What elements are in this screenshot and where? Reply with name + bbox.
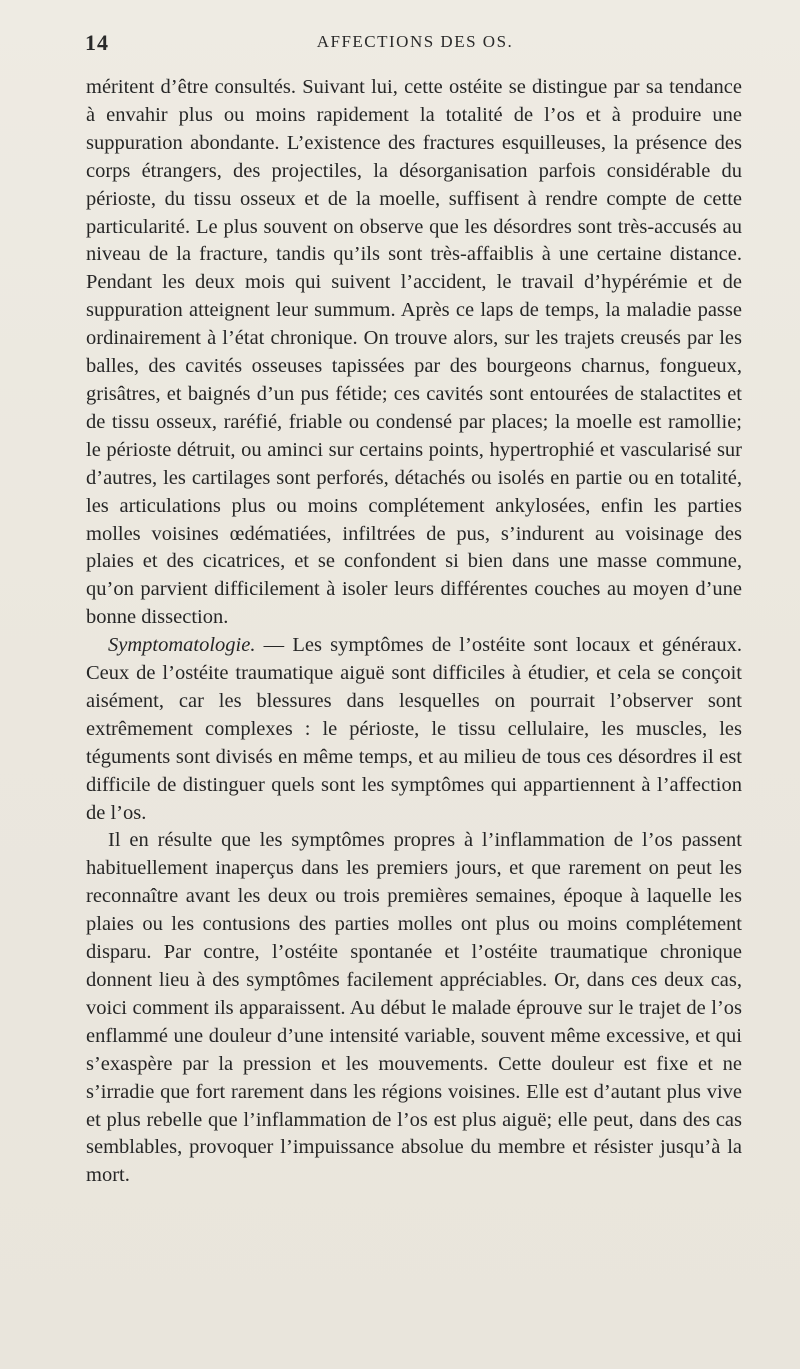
section-title: Symptomatologie. [108, 634, 256, 657]
paragraph-text: — Les symptômes de l’ostéite sont locaux et généraux. Ceux de l’ostéite traumatique aiguë sont difficiles à étudier, et cela se conçoit aisément, car les blessures dans lesquelles on pourrait l’observer sont extrêmement complexes : le périoste, le tissu cellulaire, les muscles, les téguments sont divisés en même temps, et au milieu de tous ces désordres il est difficile de distinguer quels sont les symptômes qui appartiennent à l’affection de l’os. [86, 634, 742, 824]
paragraph-symptomatologie [86, 632, 742, 827]
paragraph-text: méritent d’être consultés. Suivant lui, cette ostéite se distingue par sa tendance à envahir plus ou moins rapidement la totalité de l’os et à produire une suppuration abondante. L’existence des fractures esquilleuses, la présence des corps étrangers, des projectiles, la désorganisation parfois considérable du périoste, du tissu osseux et de la moelle, suffisent à rendre compte de cette particularité. Le plus souvent on observe que les désordres sont très-accusés au niveau de la fracture, tandis qu’ils sont très-affaiblis à une certaine distance. Pendant les deux mois qui suivent l’accident, le travail d’hypérémie et de suppuration atteignent leur summum. Après ce laps de temps, la maladie passe ordinairement à l’état chronique. On trouve alors, sur les trajets creusés par les balles, des cavités osseuses tapissées par des bourgeons charnus, fongueux, grisâtres, et baignés d’un pus fétide; ces cavités sont entourées de stalactites et de tissu osseux, raréfié, friable ou condensé par places; la moelle est ramollie; le périoste détruit, ou aminci sur certains points, hypertrophié et vascularisé sur d’autres, les cartilages sont perforés, détachés ou isolés en partie ou en totalité, les articulations plus ou moins complétement ankylosées, enfin les parties molles voisines œdématiées, infiltrées de pus, s’indurent au voisinage des plaies et des cicatrices, et se confondent si bien dans une masse commune, qu’on parvient difficilement à isoler leurs différentes couches au moyen d’une bonne dissection. [86, 76, 742, 629]
paragraph-text: Il en résulte que les symptômes propres à l’inflammation de l’os passent habituellement inaperçus dans les premiers jours, et que rarement on peut les reconnaître avant les deux ou trois premières semaines, époque à laquelle les plaies ou les contusions des parties molles ont plus ou moins complétement disparu. Par contre, l’ostéite spontanée et l’ostéite traumatique chronique donnent lieu à des symptômes facilement appréciables. Or, dans ces deux cas, voici comment ils apparaissent. Au début le malade éprouve sur le trajet de l’os enflammé une douleur d’une intensité variable, souvent même excessive, et qui s’exaspère par la pression et les mouvements. Cette douleur est fixe et ne s’irradie que fort rarement dans les régions voisines. Elle est d’autant plus vive et plus rebelle que l’inflammation de l’os est plus aiguë; elle peut, dans des cas semblables, provoquer l’impuissance absolue du membre et résister jusqu’à la mort. [86, 829, 742, 1187]
paragraph-symptoms [86, 827, 742, 1190]
paragraph-continuation [86, 74, 742, 632]
body-text [86, 74, 742, 1190]
page-header [85, 22, 745, 62]
page-number: 14 [85, 30, 109, 55]
running-head: AFFECTIONS DES OS. [316, 32, 514, 51]
